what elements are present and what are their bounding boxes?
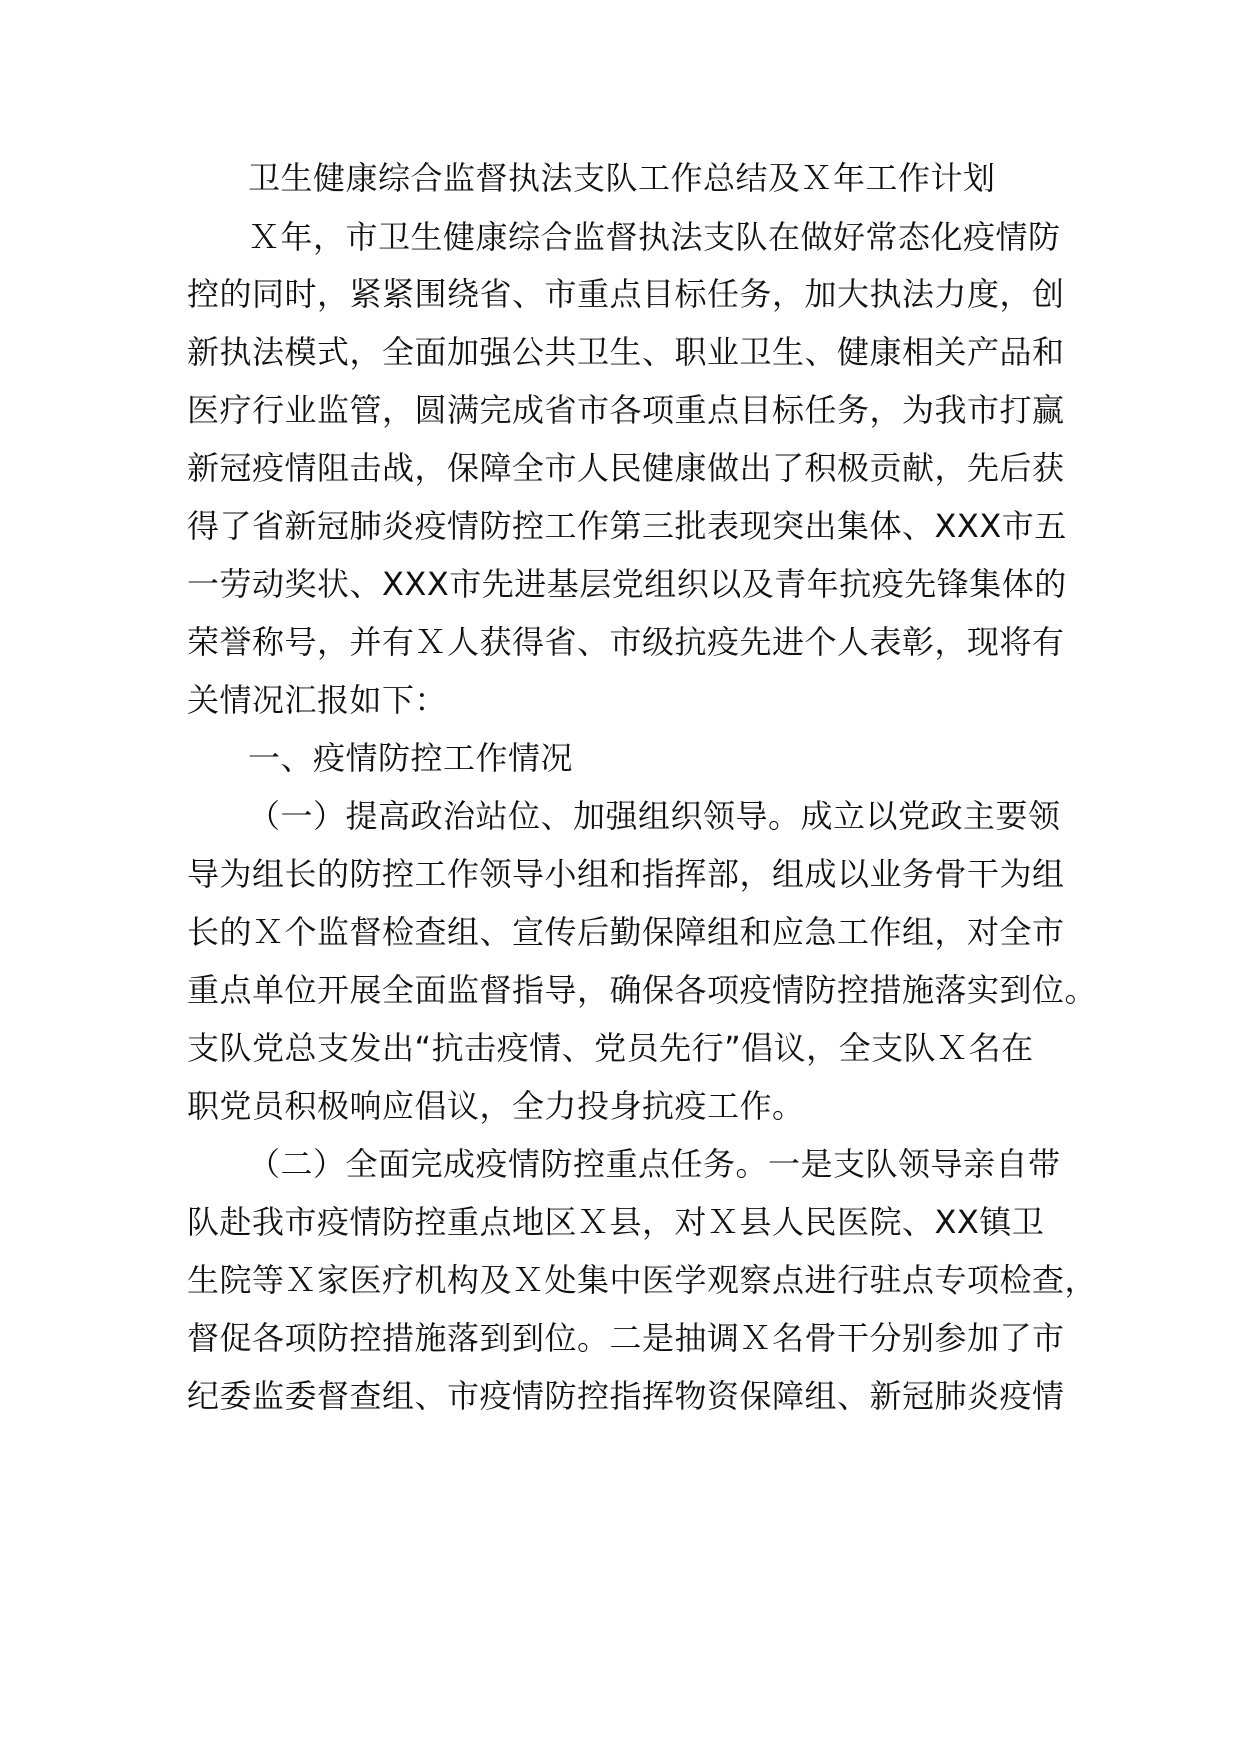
paragraph-line: 督促各项防控措施落到到位。二是抽调Ｘ名骨干分别参加了市 [187, 1319, 1065, 1357]
paragraph-line: 导为组长的防控工作领导小组和指挥部，组成以业务骨干为组 [187, 855, 1065, 893]
paragraph-line: 一劳动奖状、XXX市先进基层党组织以及青年抗疫先锋集体的 [187, 565, 1067, 603]
paragraph-line: （二）全面完成疫情防控重点任务。一是支队领导亲自带 [248, 1145, 1061, 1183]
paragraph-line: （一）提高政治站位、加强组织领导。成立以党政主要领 [248, 797, 1061, 835]
document-title: 卫生健康综合监督执法支队工作总结及Ｘ年工作计划 [248, 159, 996, 197]
paragraph-line: 荣誉称号，并有Ｘ人获得省、市级抗疫先进个人表彰，现将有 [187, 623, 1065, 661]
paragraph-line: 医疗行业监管，圆满完成省市各项重点目标任务，为我市打赢 [187, 391, 1065, 429]
paragraph-line: Ｘ年，市卫生健康综合监督执法支队在做好常态化疫情防 [248, 218, 1061, 256]
paragraph-line: 得了省新冠肺炎疫情防控工作第三批表现突出集体、XXX市五 [187, 507, 1067, 545]
paragraph-line: 重点单位开展全面监督指导，确保各项疫情防控措施落实到位。 [187, 971, 1098, 1009]
paragraph-line: 新冠疫情阻击战，保障全市人民健康做出了积极贡献，先后获 [187, 449, 1065, 487]
paragraph-line: 新执法模式，全面加强公共卫生、职业卫生、健康相关产品和 [187, 333, 1065, 371]
paragraph-line: 关情况汇报如下： [187, 681, 448, 719]
section-heading: 一、疫情防控工作情况 [248, 739, 574, 777]
paragraph-line: 控的同时，紧紧围绕省、市重点目标任务，加大执法力度，创 [187, 275, 1065, 313]
paragraph-line: 职党员积极响应倡议，全力投身抗疫工作。 [187, 1087, 805, 1125]
paragraph-line: 生院等Ｘ家医疗机构及Ｘ处集中医学观察点进行驻点专项检查， [187, 1261, 1098, 1299]
paragraph-line: 支队党总支发出“抗击疫情、党员先行”倡议，全支队Ｘ名在 [187, 1029, 1034, 1067]
paragraph-line: 长的Ｘ个监督检查组、宣传后勤保障组和应急工作组，对全市 [187, 913, 1065, 951]
paragraph-line: 队赴我市疫情防控重点地区Ｘ县，对Ｘ县人民医院、XX镇卫 [187, 1203, 1045, 1241]
paragraph-line: 纪委监委督查组、市疫情防控指挥物资保障组、新冠肺炎疫情 [187, 1377, 1065, 1415]
